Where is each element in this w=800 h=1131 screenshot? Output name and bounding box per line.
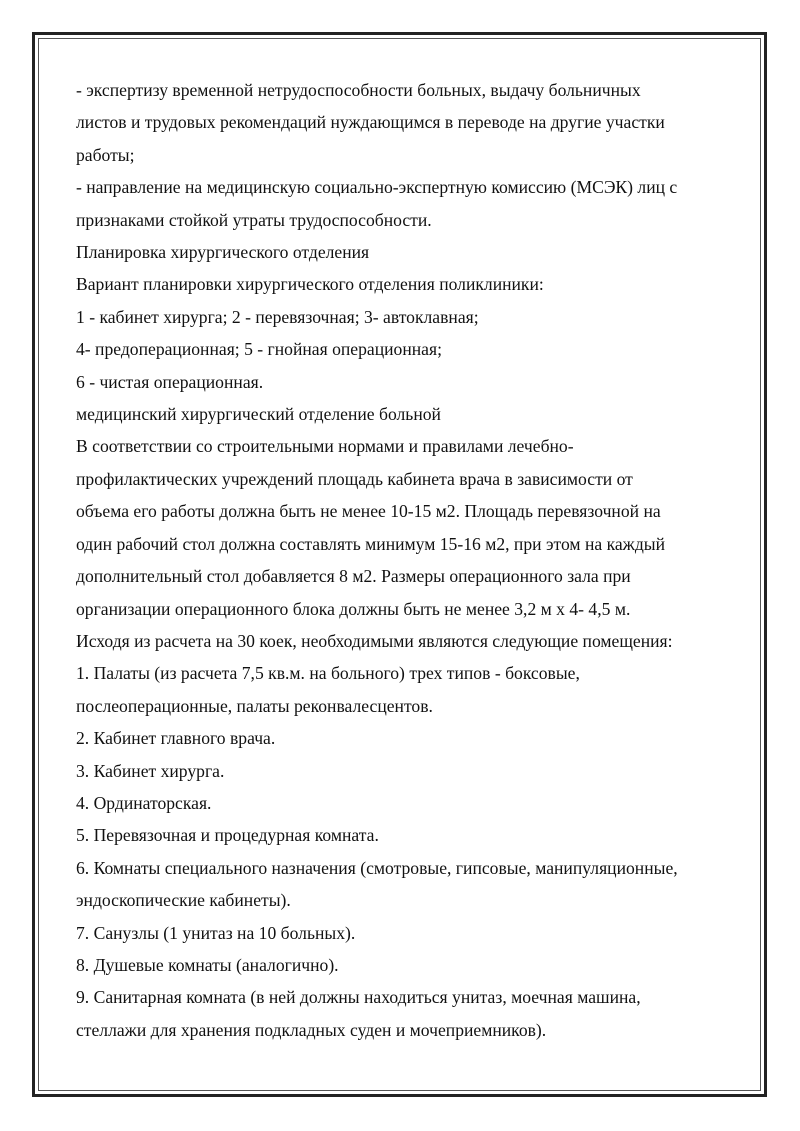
text-line: Исходя из расчета на 30 коек, необходимыми являются следующие помещения: [76,630,673,651]
text-line: листов и трудовых рекомендаций нуждающимся в переводе на другие участки [76,112,665,133]
list-item: 5. Перевязочная и процедурная комната. [76,825,379,846]
list-item: 3. Кабинет хирурга. [76,760,225,781]
text-line: послеоперационные, палаты реконвалесцентов. [76,695,433,716]
text-line: - экспертизу временной нетрудоспособности больных, выдачу больничных [76,80,641,100]
text-line: организации операционного блока должны быть не менее 3,2 м х 4- 4,5 м. [76,598,631,619]
list-item: 2. Кабинет главного врача. [76,728,276,749]
list-item: 1. Палаты (из расчета 7,5 кв.м. на больного) трех типов - боксовые, [76,663,580,684]
text-line: 4- предоперационная; 5 - гнойная операционная; [76,339,442,360]
text-line: стеллажи для хранения подкладных суден и мочеприемников). [76,1019,547,1040]
text-line: 1 - кабинет хирурга; 2 - перевязочная; 3- автоклавная; [76,306,479,327]
text-line: дополнительный стол добавляется 8 м2. Размеры операционного зала при [76,566,631,587]
section-heading: Планировка хирургического отделения [76,242,370,263]
list-item: 8. Душевые комнаты (аналогично). [76,954,339,975]
text-line: 6 - чистая операционная. [76,371,264,392]
text-line: - направление на медицинскую социально-экспертную комиссию (МСЭК) лиц с [76,177,678,198]
text-line: один рабочий стол должна составлять минимум 15-16 м2, при этом на каждый [76,533,666,554]
text-line: медицинский хирургический отделение больной [76,404,441,425]
list-item: 7. Санузлы (1 унитаз на 10 больных). [76,922,356,943]
list-item: 4. Ординаторская. [76,792,212,813]
document-body [76,74,736,1046]
text-line: объема его работы должна быть не менее 10-15 м2. Площадь перевязочной на [76,501,661,522]
text-line: признаками стойкой утраты трудоспособности. [76,209,432,230]
list-item: 6. Комнаты специального назначения (смотровые, гипсовые, манипуляционные, [76,857,678,878]
list-item: 9. Санитарная комната (в ней должны находиться унитаз, моечная машина, [76,987,641,1008]
text-line: работы; [76,144,135,165]
text-line: профилактических учреждений площадь кабинета врача в зависимости от [76,468,633,489]
text-line: эндоскопические кабинеты). [76,890,291,911]
text-line: Вариант планировки хирургического отделения поликлиники: [76,274,544,295]
text-line: В соответствии со строительными нормами и правилами лечебно- [76,436,574,457]
